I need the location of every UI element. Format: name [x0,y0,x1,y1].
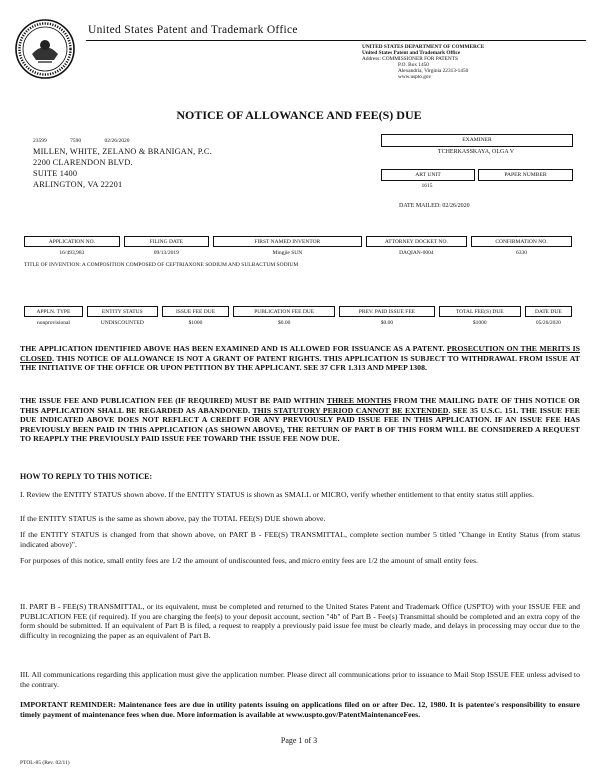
section-i-fees: For purposes of this notice, small entity fees are 1/2 the amount of undiscounted fees, and micro entity fees are 1/2 the amount of small entity fees. [20,556,478,565]
text-run: PROSECUTION ON THE MERITS IS CLOSED [20,344,580,363]
art-unit-value: 1615 [421,183,433,189]
address-line: MILLEN, WHITE, ZELANO & BRANIGAN, P.C. [33,147,212,156]
table-header: APPLICATION NO. [24,236,120,247]
dept-line: Address: COMMISSIONER FOR PATENTS [362,56,458,62]
address-date: 02/26/2020 [104,138,130,144]
table-header: ENTITY STATUS [87,306,158,317]
paper-number-header: PAPER NUMBER [478,169,573,181]
dept-address-block [362,44,562,80]
form-id: PTOL-85 (Rev. 02/11) [20,760,70,766]
table-header: PREV. PAID ISSUE FEE [339,306,435,317]
dept-line: www.uspto.gov [398,74,432,80]
table-cell: 05/26/2020 [535,320,561,326]
examiner-name: TCHERKASSKAYA, OLGA V [437,149,515,155]
table-cell: Mingjie SUN [272,250,303,256]
table-cell: 6330 [515,250,527,256]
header-rule [86,40,586,41]
table-cell: $0.00 [380,320,394,326]
customer-number: 23599 [33,138,47,144]
table-cell: nonprovisional [36,320,70,326]
table-header: PUBLICATION FEE DUE [233,306,335,317]
table-header: FILING DATE [124,236,209,247]
dept-line: UNITED STATES DEPARTMENT OF COMMERCE [362,44,485,50]
how-to-reply-heading: HOW TO REPLY TO THIS NOTICE: [20,472,153,481]
text-run: THE ISSUE FEE AND PUBLICATION FEE (IF REQUIRED) MUST BE PAID WITHIN [20,396,327,405]
uspto-seal-icon [14,18,76,80]
table-cell: 09/13/2019 [153,250,179,256]
section-i-changed: If the ENTITY STATUS is changed from that shown above, on PART B - FEE(S) TRANSMITTAL, complete section number 5 titled "Change in Entity Status (from status indicated above)". [20,530,580,549]
title-of-invention: TITLE OF INVENTION: A COMPOSITION COMPOSED OF CEFTRIAXONE SODIUM AND SULBACTUM SODIUM [24,262,299,268]
dept-line: Alexandria, Virginia 22313-1450 [398,68,469,74]
address-line: SUITE 1400 [33,169,78,178]
dept-line: United States Patent and Trademark Office [362,50,461,56]
page-title: NOTICE OF ALLOWANCE AND FEE(S) DUE [176,108,422,122]
section-iii: III. All communications regarding this application must give the application number. Please direct all communications prior to issuance to Mail Stop ISSUE FEE unless advised to the contrary. [20,670,580,689]
address-codes [33,138,152,144]
page-number: Page 1 of 3 [280,736,318,745]
examiner-header: EXAMINER [381,134,573,147]
table-header: ATTORNEY DOCKET NO. [366,236,467,247]
application-table [20,236,576,256]
text-run: THREE MONTHS [326,396,392,405]
table-cell: $1000 [188,320,203,326]
text-run: THE APPLICATION IDENTIFIED ABOVE HAS BEEN EXAMINED AND IS ALLOWED FOR ISSUANCE AS A PATENT. [20,344,445,353]
fee-table [20,306,576,326]
text-run: . THIS NOTICE OF ALLOWANCE IS NOT A GRANT OF PATENT RIGHTS. THIS APPLICATION IS SUBJECT TO WITHDRAWAL FROM ISSUE AT THE INITIATIVE OF THE OFFICE OR UPON PETITION BY THE APPLICANT. SEE 37 CFR 1.313 AND MPEP 1308. [20,353,580,373]
table-header: ISSUE FEE DUE [162,306,230,317]
address-line: ARLINGTON, VA 22201 [33,180,123,189]
office-name: United States Patent and Trademark Office [88,24,298,36]
important-reminder: IMPORTANT REMINDER: Maintenance fees are due in utility patents issuing on applications filed on or after Dec. 12, 1980. It is patentee's responsibility to ensure timely payment of maintenance fees when due. More information is available at www.uspto.gov/PatentMaintenanceFees. [20,700,580,719]
fee-paragraph [20,396,580,444]
mailing-address [33,146,212,190]
allowance-paragraph [20,344,580,373]
art-unit-header: ART UNIT [381,169,475,181]
table-cell: $1000 [472,320,487,326]
text-run: . SEE 35 U.S.C. 151. THE ISSUE FEE DUE INDICATED ABOVE DOES NOT REFLECT A CREDIT FOR ANY PREVIOUSLY PAID ISSUE FEE IN THIS APPLICATION. IF AN ISSUE FEE HAS PREVIOUSLY BEEN PAID IN THIS APPLICATION (AS SHOWN ABOVE), THE RETURN OF PART B OF THIS FORM WILL BE CONSIDERED A REQUEST TO REAPPLY THE PREVIOUSLY PAID ISSUE FEE TOWARD THE ISSUE FEE NOW DUE. [20,405,580,444]
table-header: FIRST NAMED INVENTOR [213,236,362,247]
section-ii: II. PART B - FEE(S) TRANSMITTAL, or its equivalent, must be completed and returned to the United States Patent and Trademark Office (USPTO) with your ISSUE FEE and PUBLICATION FEE (if required). If you are charging the fee(s) to your deposit account, section "4b" of Part B - Fee(s) Transmittal should be completed and an extra copy of the form should be submitted. If an equivalent of Part B is filed, a request to reapply a previously paid issue fee must be clearly made, and delays in processing may occur due to the difficulty in recognizing the paper as an equivalent of Part B. [20,602,580,640]
section-i-same: If the ENTITY STATUS is the same as shown above, pay the TOTAL FEE(S) DUE shown above. [20,514,326,523]
table-cell: $0.00 [277,320,291,326]
table-cell: DAQIAN-0004 [399,250,434,256]
table-header: TOTAL FEE(S) DUE [439,306,521,317]
text-run: FROM THE MAILING DATE OF THIS NOTICE OR THIS APPLICATION SHALL BE REGARDED AS ABANDONED. [20,396,580,415]
address-line: 2200 CLARENDON BLVD. [33,158,133,167]
date-mailed: DATE MAILED: 02/26/2020 [399,203,470,209]
address-code: 7590 [70,138,82,144]
section-i-entity: I. Review the ENTITY STATUS shown above. If the ENTITY STATUS is shown as SMALL or MICRO, verify whether entitlement to that entity status still applies. [20,490,534,499]
table-header: CONFIRMATION NO. [471,236,572,247]
dept-line: P.O. Box 1450 [398,62,429,68]
table-header: APPLN. TYPE [24,306,83,317]
table-cell: 16/493,983 [59,250,85,256]
table-header: DATE DUE [525,306,572,317]
text-run: THIS STATUTORY PERIOD CANNOT BE EXTENDED [252,405,449,415]
table-cell: UNDISCOUNTED [100,320,144,326]
